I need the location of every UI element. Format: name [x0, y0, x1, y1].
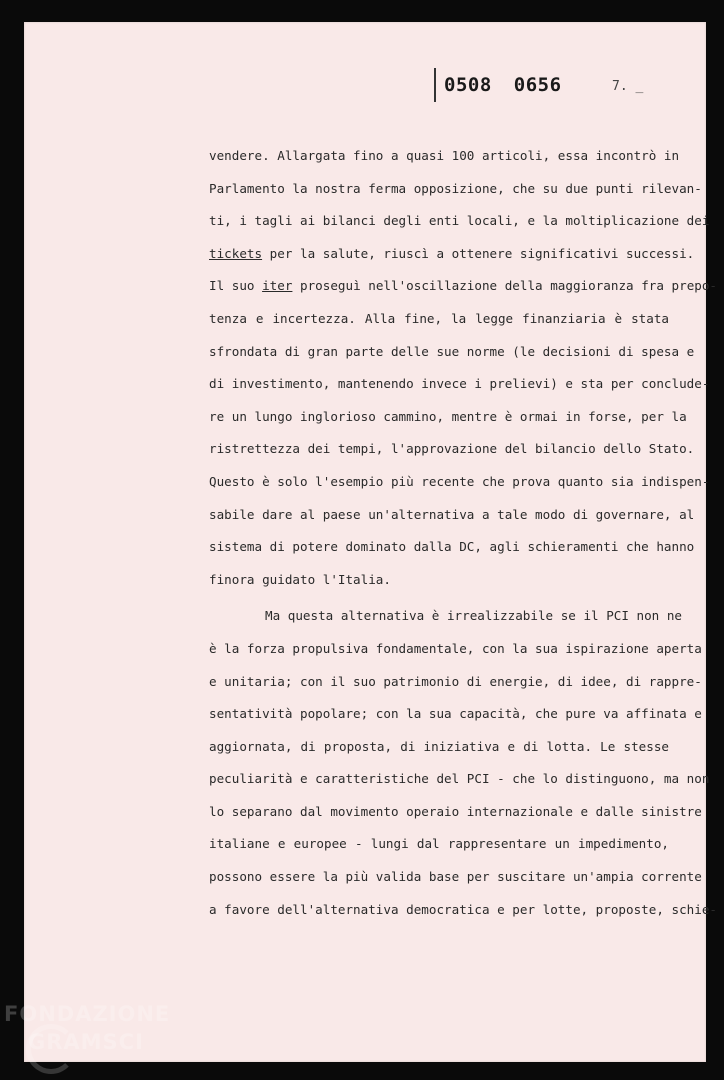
text-line: [209, 600, 683, 633]
archive-number-a: 0508: [444, 74, 492, 96]
text-line: [209, 894, 717, 927]
page-marker: 7. _: [612, 79, 644, 94]
text-line: [209, 368, 710, 401]
text-segment: sfrondata di gran parte delle sue norme (le decisioni di spesa e: [209, 343, 695, 359]
text-segment: possono essere la più valida base per suscitare un'ampia corrente: [209, 869, 702, 885]
paragraph: [209, 140, 718, 596]
text-segment: tenza e incertezza. Alla fine, la legge finanziaria è stata: [209, 310, 669, 326]
text-segment: sentatività popolare; con la sua capacità, che pure va affinata e: [209, 706, 702, 722]
text-line: [209, 731, 669, 764]
text-segment: Questo è solo l'esempio più recente che prova quanto sia indispen-: [209, 473, 710, 489]
text-segment: Il suo: [209, 278, 263, 294]
text-line: [209, 270, 718, 303]
watermark-line2: GRAMSCI: [28, 1030, 144, 1054]
text-segment: sabile dare al paese un'alternativa a tale modo di governare, al: [209, 506, 695, 522]
text-segment: è la forza propulsiva fondamentale, con la sua ispirazione aperta: [209, 640, 702, 656]
text-line: [209, 205, 710, 238]
text-segment: lo separano dal movimento operaio internazionale e dalle sinistre: [209, 803, 702, 819]
text-line: [209, 303, 669, 336]
text-segment: vendere. Allargata fino a quasi 100 articoli, essa incontrò in: [209, 148, 680, 163]
text-segment: Ma questa alternativa è irrealizzabile se il PCI non ne: [265, 608, 683, 624]
underlined-term: iter: [262, 278, 293, 294]
text-line: [209, 698, 702, 731]
text-segment: proseguì nell'oscillazione della maggioranza fra prepo-: [292, 278, 718, 294]
text-segment: peculiarità e caratteristiche del PCI - che lo distinguono, ma non: [209, 771, 710, 787]
archive-stamp: [444, 74, 562, 96]
text-line: [209, 564, 669, 597]
text-line: [209, 861, 702, 894]
text-segment: italiane e europee - lungi dal rappresentare un impedimento,: [209, 836, 669, 852]
text-line: [209, 401, 687, 434]
text-line: [209, 499, 695, 532]
archive-number-b: 0656: [513, 74, 562, 96]
text-line: [209, 763, 710, 796]
text-segment: aggiornata, di proposta, di iniziativa e di lotta. Le stesse: [209, 738, 669, 754]
text-line: [209, 666, 702, 699]
text-segment: per la salute, riuscì a ottenere significativi successi.: [262, 245, 695, 261]
text-segment: re un lungo inglorioso cammino, mentre è ormai in forse, per la: [209, 408, 687, 424]
text-line: [209, 466, 710, 499]
text-line: [209, 173, 702, 206]
text-line: [209, 828, 669, 861]
text-line: [209, 140, 680, 173]
text-segment: ti, i tagli ai bilanci degli enti locali, e la moltiplicazione dei: [209, 213, 710, 229]
text-segment: Parlamento la nostra ferma opposizione, che su due punti rilevan-: [209, 180, 702, 196]
text-line: [209, 796, 702, 829]
text-segment: ristrettezza dei tempi, l'approvazione del bilancio dello Stato.: [209, 441, 695, 457]
underlined-term: tickets: [209, 245, 263, 261]
text-segment: e unitaria; con il suo patrimonio di energie, di idee, di rappre-: [209, 673, 702, 689]
text-line: [209, 238, 695, 271]
text-line: [209, 531, 695, 564]
watermark-line1: FONDAZIONE: [4, 1002, 171, 1026]
text-segment: di investimento, mantenendo invece i prelievi) e sta per conclude-: [209, 376, 710, 392]
text-line: [209, 433, 695, 466]
text-line: [209, 336, 695, 369]
text-segment: a favore dell'alternativa democratica e per lotte, proposte, schie-: [209, 901, 717, 917]
document-page: [24, 22, 718, 1062]
text-segment: sistema di potere dominato dalla DC, agli schieramenti che hanno: [209, 539, 695, 555]
watermark-logo: [4, 1000, 194, 1080]
document-body: [209, 140, 718, 926]
text-segment: finora guidato l'Italia.: [209, 571, 391, 587]
stamp-bar: [434, 68, 436, 102]
paragraph: [209, 600, 717, 926]
text-line: [209, 633, 702, 666]
